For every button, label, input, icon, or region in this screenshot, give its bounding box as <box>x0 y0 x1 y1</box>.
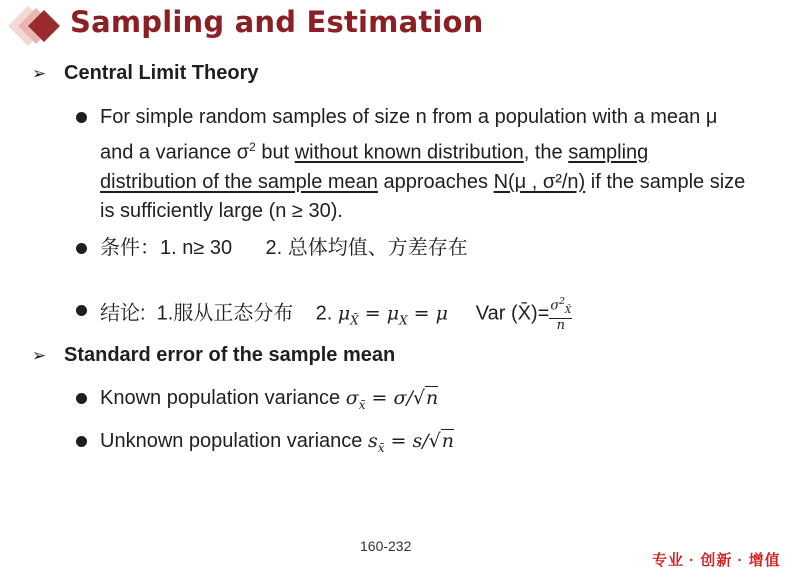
unknown-variance-line <box>100 427 454 464</box>
math-subscript: X <box>399 313 408 328</box>
conclusion-prefix: 结论: 1.服从正态分布 2. <box>100 302 338 325</box>
slide-title: Sampling and Estimation <box>70 5 484 39</box>
subscript: X̄ <box>564 305 572 316</box>
arrow-bullet-icon: ➢ <box>32 64 47 83</box>
text-part: For simple random samples of size n from a population with a mean μ and a variance σ <box>100 106 718 164</box>
math-mu: μ <box>337 302 351 325</box>
math-mu: μ <box>435 302 448 325</box>
math-equals: = <box>407 302 436 325</box>
bullet-dot-icon <box>76 436 87 447</box>
underlined-phrase: sampling distribution of the sample mean <box>100 141 649 193</box>
known-variance-line <box>100 384 438 421</box>
underlined-phrase: without known distribution <box>294 141 524 164</box>
math-subscript: x̄ <box>358 398 366 412</box>
text-part: approaches <box>377 170 494 193</box>
underlined-phrase: N(μ , σ²/n) <box>493 170 586 193</box>
text-part: , the <box>523 141 569 164</box>
math-radicand: n <box>441 430 455 452</box>
arrow-bullet-icon: ➢ <box>32 346 47 365</box>
sigma: σ <box>550 298 560 314</box>
variance-fraction <box>549 296 572 332</box>
section-heading-text: Central Limit Theory <box>64 62 259 84</box>
bullet-label: Known population variance <box>100 387 346 409</box>
superscript: 2 <box>249 139 256 154</box>
text-part: if the sample size is sufficiently large (n ≥ 30). <box>100 170 746 223</box>
footer-slogan: 专业 · 创新 · 增值 <box>652 552 781 569</box>
text-part: but <box>255 141 295 164</box>
clt-paragraph <box>100 103 750 227</box>
section-heading-central-limit <box>32 62 258 85</box>
bullet-dot-icon <box>76 243 87 254</box>
bullet-dot-icon <box>76 305 87 316</box>
math-sigma: σ <box>345 387 359 409</box>
section-heading-standard-error <box>32 344 395 367</box>
diamond-logo-icon <box>6 6 64 46</box>
math-equals: = <box>358 302 387 325</box>
math-s: s <box>367 430 378 452</box>
math-expression: = s/√ <box>384 430 441 452</box>
variance-label: Var (X̄)= <box>447 302 550 325</box>
page-number: 160-232 <box>360 538 412 554</box>
bullet-dot-icon <box>76 393 87 404</box>
math-mu: μ <box>386 302 400 325</box>
section-heading-text: Standard error of the sample mean <box>64 344 396 366</box>
conclusion-line <box>100 296 572 336</box>
fraction-denominator: n <box>556 317 566 333</box>
math-expression: = σ/√ <box>365 387 425 409</box>
math-radicand: n <box>425 387 439 409</box>
bullet-label: Unknown population variance <box>100 430 368 452</box>
fraction-numerator <box>549 296 572 319</box>
superscript: 2 <box>559 297 565 307</box>
math-subscript: X̄ <box>350 313 359 328</box>
conditions-text: 条件：1. n≥ 30 2. 总体均值、方差存在 <box>100 237 468 259</box>
bullet-dot-icon <box>76 112 87 123</box>
math-subscript: x̄ <box>377 441 385 455</box>
